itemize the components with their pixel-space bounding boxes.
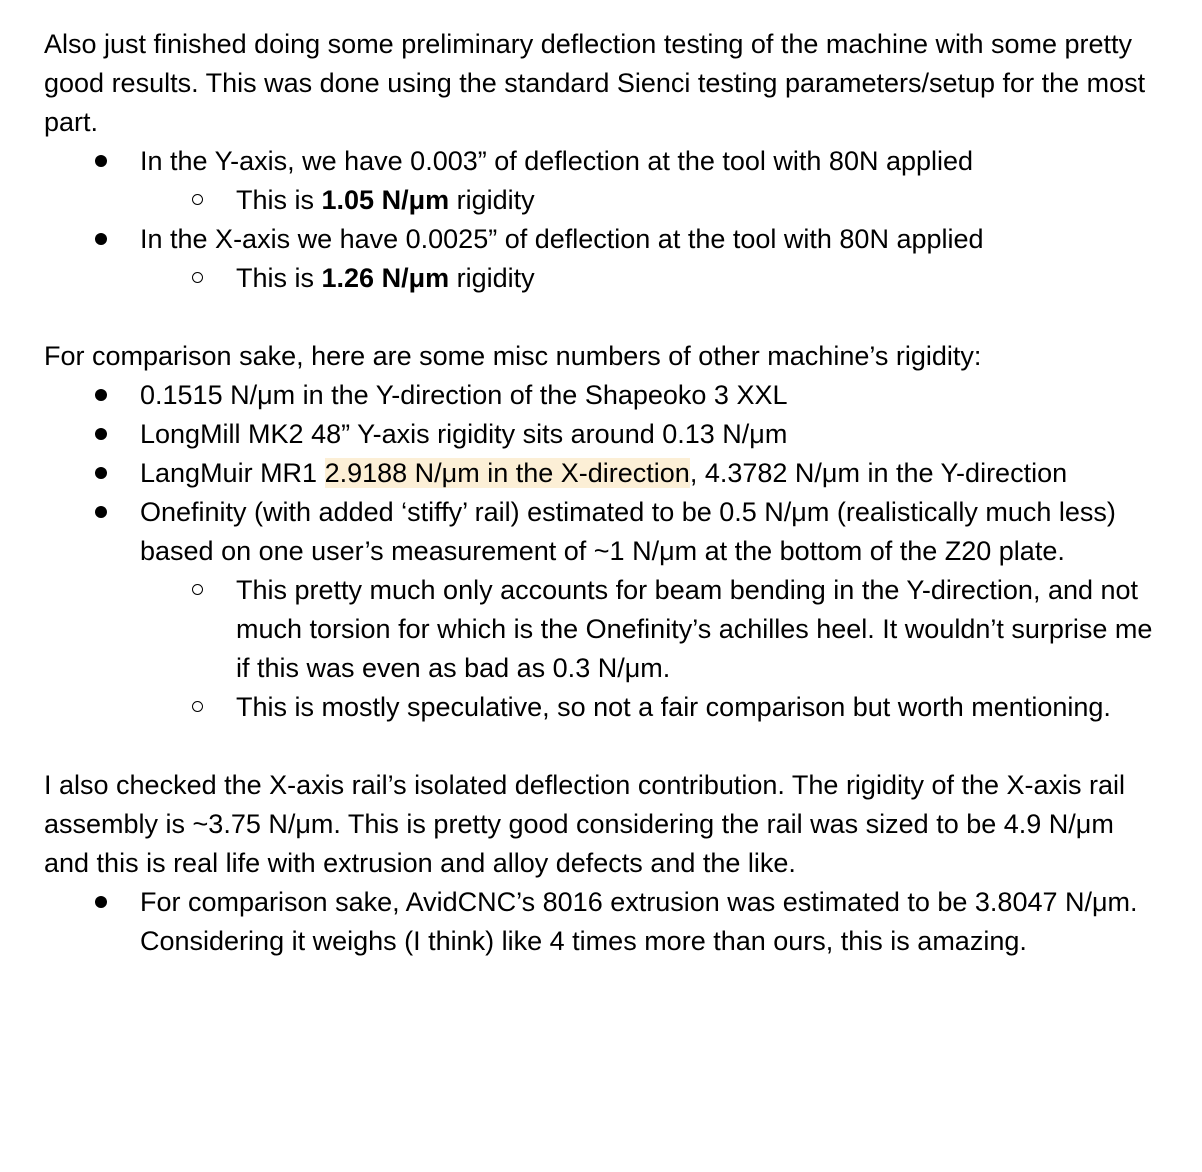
list-item (44, 571, 1164, 688)
comparison-paragraph: For comparison sake, here are some misc numbers of other machine’s rigidity: (44, 341, 982, 371)
list-item (44, 220, 1164, 259)
x-rigidity-suffix: rigidity (449, 263, 535, 293)
langmuir-prefix: LangMuir MR1 (140, 458, 325, 488)
list-item (44, 883, 1164, 961)
avidcnc-comparison-text: For comparison sake, AvidCNC’s 8016 extrusion was estimated to be 3.8047 N/μm. Considering it weighs (I think) like 4 times more than ours, this is amazing. (140, 887, 1138, 956)
onefinity-rigidity-text: Onefinity (with added ‘stiffy’ rail) estimated to be 0.5 N/μm (realistically much less) based on one user’s measurement of ~1 N/μm at the bottom of the Z20 plate. (140, 497, 1116, 566)
x-axis-deflection-text: In the X-axis we have 0.0025” of deflection at the tool with 80N applied (140, 224, 984, 254)
rail-paragraph: I also checked the X-axis rail’s isolated deflection contribution. The rigidity of the X-axis rail assembly is ~3.75 N/μm. This is pretty good considering the rail was sized to be 4.9 N/μm and this is real life with extrusion and alloy defects and the like. (44, 770, 1126, 878)
list-item (44, 493, 1164, 571)
document-body (44, 25, 1164, 961)
bullet-disc-icon (94, 454, 108, 493)
rail-comparison-list (44, 883, 1164, 961)
list-item (44, 376, 1164, 415)
bullet-circle-icon (190, 571, 204, 610)
bullet-circle-icon (190, 259, 204, 298)
bullet-circle-icon (190, 181, 204, 220)
longmill-rigidity-text: LongMill MK2 48” Y-axis rigidity sits around 0.13 N/μm (140, 419, 788, 449)
onefinity-note-text: This pretty much only accounts for beam bending in the Y-direction, and not much torsion for which is the Onefinity’s achilles heel. It wouldn’t surprise me if this was even as bad as 0.3 N/μm. (236, 575, 1153, 683)
x-rigidity-prefix: This is (236, 263, 322, 293)
list-item (44, 181, 1164, 220)
intro-paragraph: Also just finished doing some preliminary deflection testing of the machine with some pretty good results. This was done using the standard Sienci testing parameters/setup for the most part. (44, 29, 1146, 137)
bullet-disc-icon (94, 376, 108, 415)
y-axis-deflection-text: In the Y-axis, we have 0.003” of deflection at the tool with 80N applied (140, 146, 974, 176)
bullet-disc-icon (94, 220, 108, 259)
y-rigidity-suffix: rigidity (449, 185, 535, 215)
list-item (44, 259, 1164, 298)
list-item (44, 415, 1164, 454)
shapeoko-rigidity-text: 0.1515 N/μm in the Y-direction of the Shapeoko 3 XXL (140, 380, 788, 410)
bullet-disc-icon (94, 493, 108, 532)
onefinity-caveat-text: This is mostly speculative, so not a fair comparison but worth mentioning. (236, 692, 1111, 722)
highlighted-text: 2.9188 N/μm in the X-direction (324, 458, 690, 488)
y-rigidity-prefix: This is (236, 185, 322, 215)
deflection-results-list (44, 142, 1164, 298)
bullet-disc-icon (94, 883, 108, 922)
bullet-disc-icon (94, 415, 108, 454)
list-item (44, 454, 1164, 493)
list-item (44, 142, 1164, 181)
paragraph-gap (44, 727, 1164, 766)
comparison-list (44, 376, 1164, 727)
y-rigidity-value: 1.05 N/μm (321, 185, 450, 215)
bullet-circle-icon (190, 688, 204, 727)
list-item (44, 688, 1164, 727)
x-rigidity-value: 1.26 N/μm (321, 263, 450, 293)
langmuir-suffix: , 4.3782 N/μm in the Y-direction (689, 458, 1068, 488)
bullet-disc-icon (94, 142, 108, 181)
paragraph-gap (44, 298, 1164, 337)
